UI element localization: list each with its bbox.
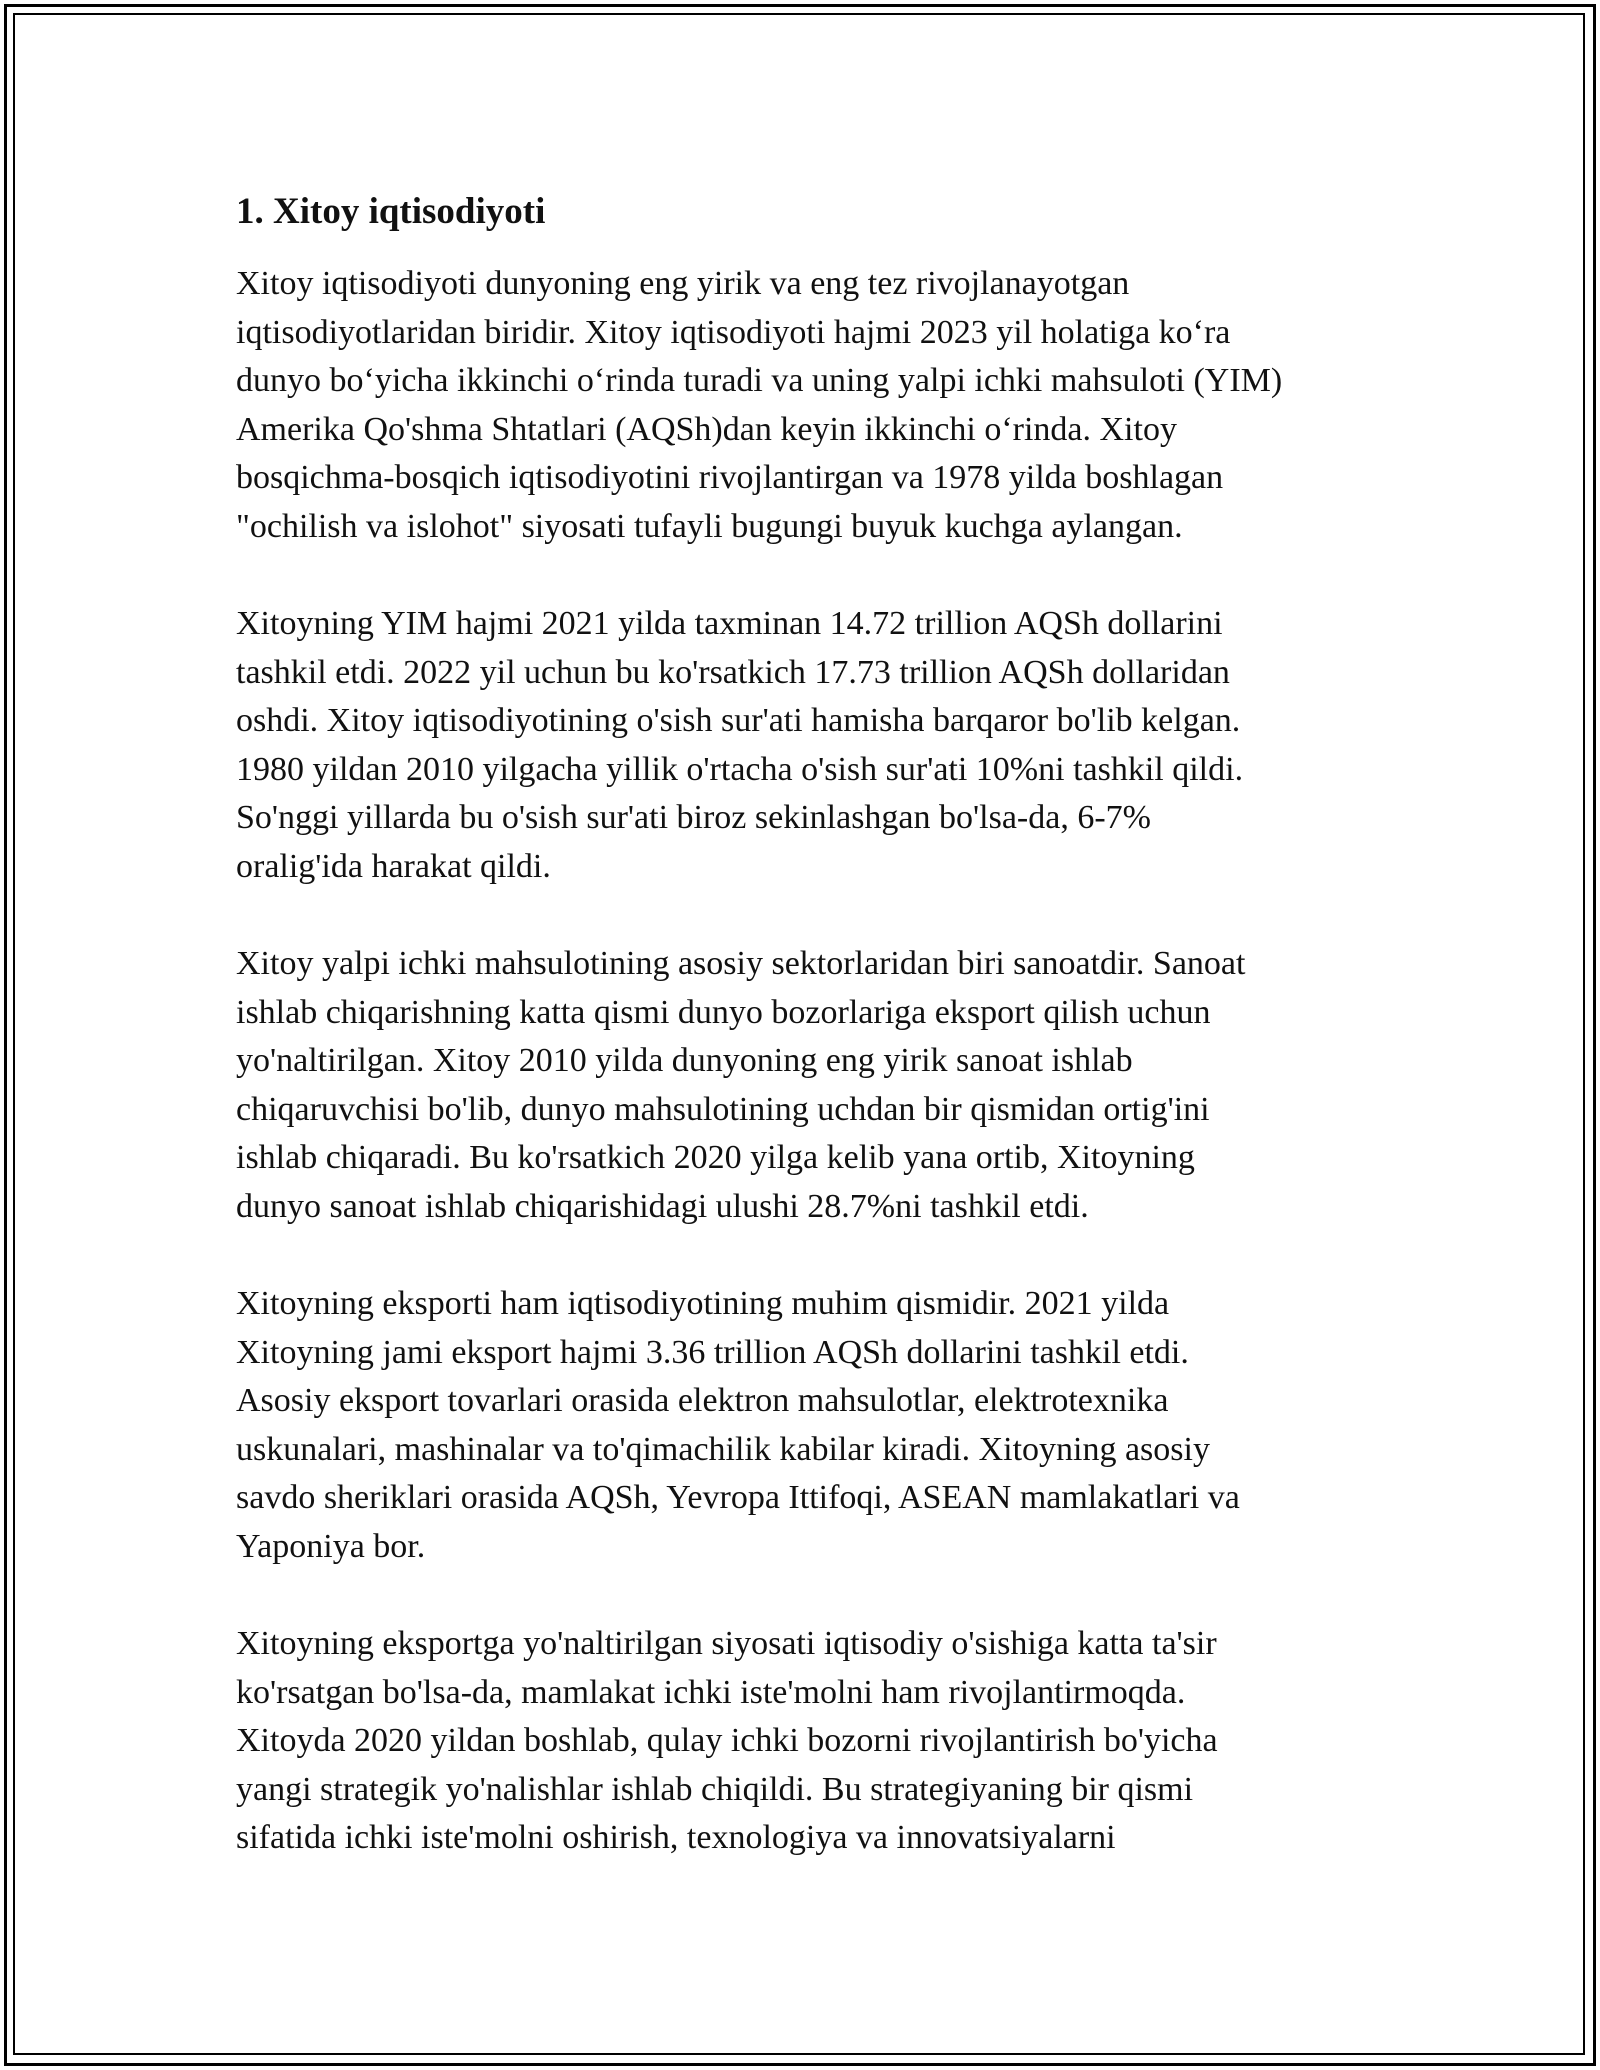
paragraph-2 — [236, 600, 1386, 891]
text-line: Xitoy iqtisodiyoti dunyoning eng yirik va eng tez rivojlanayotgan — [236, 265, 1130, 302]
section-heading: 1. Xitoy iqtisodiyoti — [236, 191, 546, 232]
text-line: ko'rsatgan bo'lsa-da, mamlakat ichki iste'molni ham rivojlantirmoqda. — [236, 1673, 1186, 1711]
paragraph-1 — [236, 260, 1386, 551]
text-line: yangi strategik yo'nalishlar ishlab chiqildi. Bu strategiyaning bir qismi — [236, 1770, 1194, 1808]
text-line: Xitoyning YIM hajmi 2021 yilda taxminan 14.72 trillion AQSh dollarini — [236, 605, 1223, 642]
text-line: "ochilish va islohot" siyosati tufayli bugungi buyuk kuchga aylangan. — [236, 507, 1183, 545]
text-line: Xitoy yalpi ichki mahsulotining asosiy sektorlaridan biri sanoatdir. Sanoat — [236, 945, 1246, 982]
text-line: chiqaruvchisi bo'lib, dunyo mahsulotining uchdan bir qismidan ortig'ini — [236, 1090, 1210, 1128]
paragraph-3 — [236, 940, 1386, 1231]
text-line: Xitoyning eksportga yo'naltirilgan siyosati iqtisodiy o'sishiga katta ta'sir — [236, 1625, 1217, 1662]
text-line: tashkil etdi. 2022 yil uchun bu ko'rsatkich 17.73 trillion AQSh dollaridan — [236, 653, 1230, 691]
text-line: Xitoyda 2020 yildan boshlab, qulay ichki bozorni rivojlantirish bo'yicha — [236, 1722, 1218, 1759]
text-line: Xitoyning eksporti ham iqtisodiyotining muhim qismidir. 2021 yilda — [236, 1285, 1170, 1322]
text-line: uskunalari, mashinalar va to'qimachilik kabilar kiradi. Xitoyning asosiy — [236, 1430, 1210, 1468]
text-line: Yaponiya bor. — [236, 1527, 426, 1565]
paragraph-5 — [236, 1620, 1386, 1863]
document-body — [236, 188, 1386, 1912]
text-line: 1980 yildan 2010 yilgacha yillik o'rtacha o'sish sur'ati 10%ni tashkil qildi. — [236, 750, 1244, 788]
text-line: Xitoyning jami eksport hajmi 3.36 trillion AQSh dollarini tashkil etdi. — [236, 1333, 1189, 1371]
text-line: Amerika Qo'shma Shtatlari (AQSh)dan keyin ikkinchi o‘rinda. Xitoy — [236, 410, 1177, 448]
text-line: Asosiy eksport tovarlari orasida elektron mahsulotlar, elektrotexnika — [236, 1382, 1169, 1419]
text-line: dunyo sanoat ishlab chiqarishidagi ulushi 28.7%ni tashkil etdi. — [236, 1187, 1089, 1225]
text-line: sifatida ichki iste'molni oshirish, texnologiya va innovatsiyalarni — [236, 1819, 1116, 1856]
text-line: oshdi. Xitoy iqtisodiyotining o'sish sur'ati hamisha barqaror bo'lib kelgan. — [236, 702, 1241, 739]
text-line: ishlab chiqaradi. Bu ko'rsatkich 2020 yilga kelib yana ortib, Xitoyning — [236, 1139, 1195, 1176]
text-line: oralig'ida harakat qildi. — [236, 847, 551, 885]
text-line: dunyo bo‘yicha ikkinchi o‘rinda turadi va uning yalpi ichki mahsuloti (YIM) — [236, 362, 1283, 399]
text-line: yo'naltirilgan. Xitoy 2010 yilda dunyoning eng yirik sanoat ishlab — [236, 1042, 1133, 1079]
text-line: bosqichma-bosqich iqtisodiyotini rivojlantirgan va 1978 yilda boshlagan — [236, 459, 1224, 496]
text-line: iqtisodiyotlaridan biridir. Xitoy iqtisodiyoti hajmi 2023 yil holatiga ko‘ra — [236, 313, 1231, 351]
text-line: So'nggi yillarda bu o'sish sur'ati biroz sekinlashgan bo'lsa-da, 6-7% — [236, 799, 1151, 836]
paragraph-4 — [236, 1280, 1386, 1571]
text-line: savdo sheriklari orasida AQSh, Yevropa Ittifoqi, ASEAN mamlakatlari va — [236, 1479, 1240, 1516]
text-line: ishlab chiqarishning katta qismi dunyo bozorlariga eksport qilish uchun — [236, 993, 1211, 1031]
